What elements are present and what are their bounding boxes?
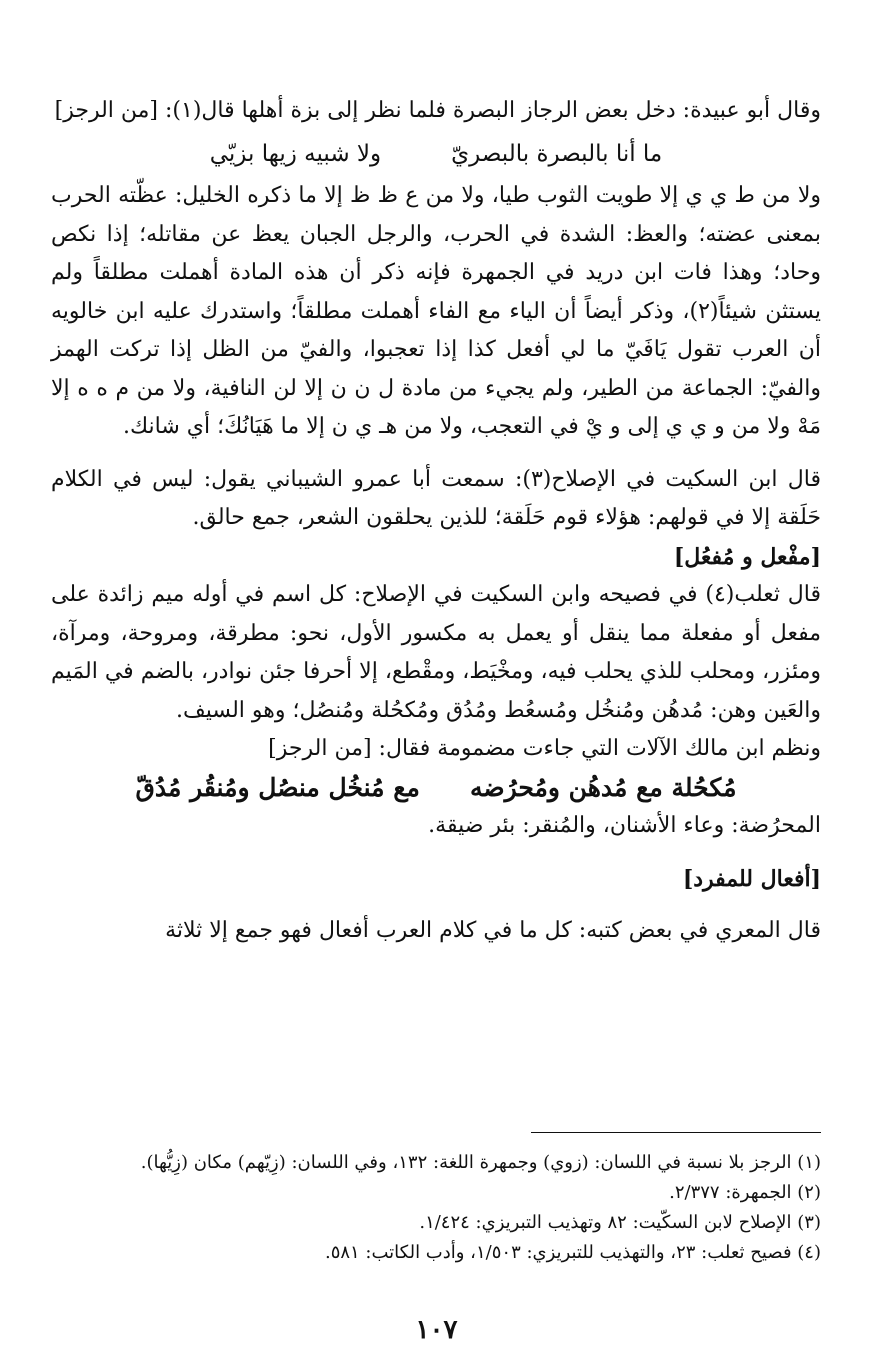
paragraph-4: قال ثعلب(٤) في فصيحه وابن السكيت في الإصلاح: كل اسم في أوله ميم زائدة على مفعل أو مفعلة مما ينقل أو يعمل به مكسور الأول، نحو: مطرقة، ومروحة، ومرآة، ومئزر، ومحلب للذي يحلب فيه، ومخْيَط، ومقْطع، إلا أحرفا جئن نوادر، بالضم في المَيم والعَين وهن: مُدهُن ومُنخُل ومُسعُط ومُدُق ومُكحُلة ومُنصُل؛ وهو السيف. bbox=[51, 582, 822, 723]
footnote-4: (٤) فصيح ثعلب: ٢٣، والتهذيب للتبريزي: ١/٥٠٣، وأدب الكاتب: ٥٨١. bbox=[324, 1242, 821, 1263]
footnote-2: (٢) الجمهرة: ٢/٣٧٧. bbox=[669, 1182, 821, 1203]
verse-1-first-hemistich: ما أنا بالبصرة بالبصريّ bbox=[451, 140, 663, 167]
paragraph-7: قال المعري في بعض كتبه: كل ما في كلام العرب أفعال فهو جمع إلا ثلاثة bbox=[165, 918, 821, 943]
footnotes bbox=[51, 1148, 821, 1268]
paragraph-2: ولا من ط ي ي إلا طويت الثوب طيا، ولا من ع ظ ظ إلا ما ذكره الخليل: عظّته الحرب بمعنى عضته؛ والعظ: الشدة في الحرب، والرجل الجبان يعظ عن مقاتله؛ إذا نكص وحاد؛ وهذا فات ابن دريد في الجمهرة فإنه ذكر أن هذه المادة أهملت مطلقاً ولم يستثن شيئاً(٢)، وذكر أيضاً أن الياء مع الفاء أهملت مطلقاً؛ واستدرك عليه ابن خالويه أن العرب تقول يَافَيّ ما لي أفعل كذا إذا تعجبوا، والفيّ من الظل إذا تركت الهمز والفيّ: الجماعة من الطير، ولم يجيء من مادة ل ن ن إلا لن النافية، ولا من م ه ه إلا مَهْ ولا من و ي ي إلى و يْ في التعجب، ولا من هـ ي ن إلا ما هَيَانُكَ؛ أي شانك. bbox=[51, 183, 822, 439]
verse-2-first-hemistich: مُكحُلة مع مُدهُن ومُحرُضه bbox=[469, 772, 737, 802]
section-heading-2: [أفعال للمفرد] bbox=[682, 865, 821, 892]
paragraph-6: المحرُضة: وعاء الأشنان، والمُنقر: بئر ضيقة. bbox=[428, 813, 821, 838]
paragraph-1: وقال أبو عبيدة: دخل بعض الرجاز البصرة فلما نظر إلى بزة أهلها قال(١): [من الرجز] bbox=[54, 98, 821, 123]
section-heading-1: [مفْعل و مُفعُل] bbox=[673, 543, 821, 570]
verse-1 bbox=[51, 135, 821, 174]
footnote-1: (١) الرجز بلا نسبة في اللسان: (زوي) وجمهرة اللغة: ١٣٢، وفي اللسان: (زِيّهم) مكان (زِيُّها). bbox=[140, 1152, 821, 1173]
page-number: ١٠٧ bbox=[415, 1315, 458, 1345]
main-text bbox=[51, 92, 821, 951]
paragraph-5: ونظم ابن مالك الآلات التي جاءت مضمومة فقال: [من الرجز] bbox=[268, 736, 821, 761]
footnote-divider bbox=[531, 1132, 821, 1133]
paragraph-3: قال ابن السكيت في الإصلاح(٣): سمعت أبا عمرو الشيباني يقول: ليس في الكلام حَلَقة إلا في قولهم: هؤلاء قوم حَلَقة؛ للذين يحلقون الشعر، جمع حالق. bbox=[51, 466, 821, 530]
verse-1-second-hemistich: ولا شبيه زيها بزيّي bbox=[209, 140, 382, 167]
footnote-3: (٣) الإصلاح لابن السكّيت: ٨٢ وتهذيب التبريزي: ١/٤٢٤. bbox=[419, 1212, 821, 1233]
verse-2-second-hemistich: مع مُنخُل منصُل ومُنقُر مُدُقّ bbox=[135, 772, 420, 802]
verse-2 bbox=[51, 769, 821, 808]
